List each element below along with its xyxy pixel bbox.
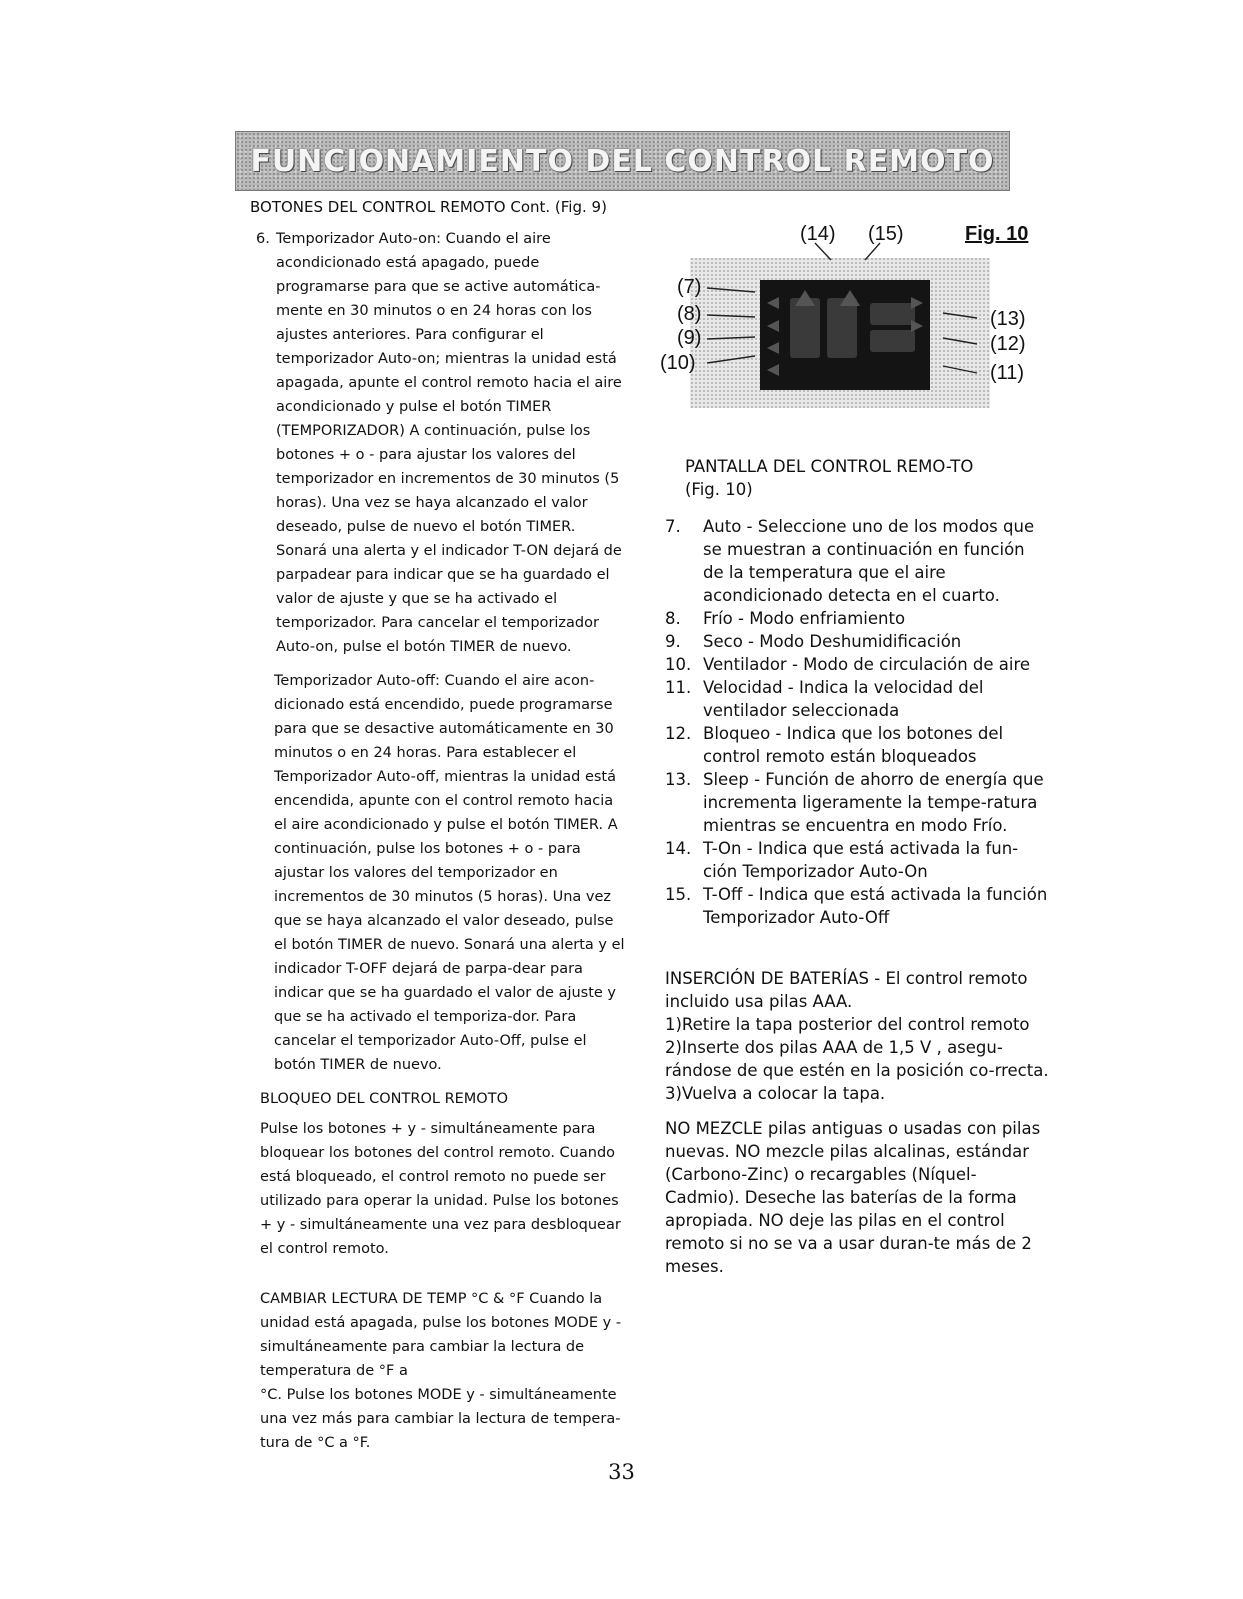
callout-13: (13) [990,308,1026,330]
section-title: BOTONES DEL CONTROL REMOTO Cont. (Fig. 9) [250,198,607,216]
item-text: Auto - Seleccione uno de los modos que se muestran a continuación en función de la temperatura que el aire acondicionado detecta en el cuarto. [703,517,1035,605]
lock-title: BLOQUEO DEL CONTROL REMOTO [260,1091,508,1107]
battery-step-2: 2)Inserte dos pilas AAA de 1,5 V , asegu-rándose de que estén en la posición co-rrecta. [665,1038,1049,1080]
item-number: 11. [665,678,692,697]
remote-display-illustration [655,218,1045,418]
item-text: Velocidad - Indica la velocidad del ventilador seleccionada [703,678,984,720]
page-number: 33 [608,1460,635,1484]
callout-9: (9) [677,327,702,349]
item-text: Seco - Modo Deshumidificación [703,632,962,651]
callout-8: (8) [677,303,702,325]
battery-step-1: 1)Retire la tapa posterior del control remoto [665,1015,1030,1034]
list-item [665,607,1050,630]
item-number: 10. [665,655,692,674]
list-item [665,676,1050,722]
item-number: 15. [665,885,692,904]
item-text: T-Off - Indica que está activada la función Temporizador Auto-Off [703,885,1048,927]
remote-display-figure [655,218,1045,418]
item-text: Ventilador - Modo de circulación de aire [703,655,1031,674]
item-number: 7. [665,517,681,536]
item-text: T-On - Indica que está activada la fun-ción Temporizador Auto-On [703,839,1019,881]
item-text: Sleep - Función de ahorro de energía que incrementa ligeramente la tempe-ratura mientras se encuentra en modo Frío. [703,770,1044,835]
page-title: FUNCIONAMIENTO DEL CONTROL REMOTO [250,143,995,179]
item-text: Temporizador Auto-on: Cuando el aire acondicionado está apagado, puede programarse para que se active automática-mente en 30 minutos o en 24 horas con los ajustes anteriores. Para configurar el temporizador Auto-on; mientras la unidad está apagada, apunte el control remoto hacia el aire acondicionado y pulse el botón TIMER (TEMPORIZADOR) A continuación, pulse los botones + o - para ajustar los valores del temporizador en incrementos de 30 minutos (5 horas). Una vez se haya alcanzado el valor deseado, pulse de nuevo el botón TIMER. Sonará una alerta y el indicador T-ON dejará de parpadear para indicar que se ha guardado el valor de ajuste y que se ha activado el temporizador. Para cancelar el temporizador Auto-on, pulse el botón TIMER de nuevo. [276,231,622,655]
item-number: 14. [665,839,692,858]
page-title-banner [235,131,1010,191]
figure-label: Fig. 10 [965,223,1029,245]
list-item [665,768,1050,837]
item-number: 13. [665,770,692,789]
battery-step-3: 3)Vuelva a colocar la tapa. [665,1084,886,1103]
list-item [665,630,1050,653]
item-text: Frío - Modo enfriamiento [703,609,906,628]
display-title: PANTALLA DEL CONTROL REMO-TO (Fig. 10) [685,457,974,499]
item-number: 6. [256,231,270,247]
autooff-paragraph: Temporizador Auto-off: Cuando el aire acon-dicionado está encendido, puede programarse para que se desactive automáticamente en 30 minutos o en 24 horas. Para establecer el Temporizador Auto-off, mientras la unidad está encendida, apunte con el control remoto hacia el aire acondicionado y pulse el botón TIMER. A continuación, pulse los botones + o - para ajustar los valores del temporizador en incrementos de 30 minutos (5 horas). Una vez que se haya alcanzado el valor deseado, pulse el botón TIMER de nuevo. Sonará una alerta y el indicador T-OFF dejará de parpa-dear para indicar que se ha guardado el valor de ajuste y que se ha activado el temporiza-dor. Para cancelar el temporizador Auto-Off, pulse el botón TIMER de nuevo. [274,673,625,1073]
callout-10: (10) [660,352,696,374]
list-item [665,722,1050,768]
battery-paragraph: INSERCIÓN DE BATERÍAS - El control remoto incluido usa pilas AAA. [665,969,1028,1011]
right-column [665,455,1050,1278]
battery-warning: NO MEZCLE pilas antiguas o usadas con pilas nuevas. NO mezcle pilas alcalinas, estándar (Carbono-Zinc) o recargables (Níquel-Cadmio). Deseche las baterías de la forma apropiada. NO deje las pilas en el control remoto si no se va a usar duran-te más de 2 meses. [665,1119,1041,1276]
list-item [665,883,1050,929]
item-number: 9. [665,632,681,651]
temp-paragraph-1: CAMBIAR LECTURA DE TEMP °C & °F Cuando la unidad está apagada, pulse los botones MODE y - simultáneamente para cambiar la lectura de temperatura de °F a [260,1291,622,1379]
left-column [250,195,630,1455]
item-number: 12. [665,724,692,743]
list-item-6 [256,227,630,659]
list-item [665,653,1050,676]
callout-7: (7) [677,276,702,298]
item-number: 8. [665,609,681,628]
temp-paragraph-2: °C. Pulse los botones MODE y - simultáneamente una vez más para cambiar la lectura de tempera-tura de °C a °F. [260,1387,621,1451]
callout-12: (12) [990,333,1026,355]
callout-11: (11) [990,362,1025,384]
lock-paragraph: Pulse los botones + y - simultáneamente para bloquear los botones del control remoto. Cuando está bloqueado, el control remoto no puede ser utilizado para operar la unidad. Pulse los botones + y - simultáneamente una vez para desbloquear el control remoto. [260,1121,621,1257]
list-item [665,515,1050,607]
callout-14: (14) [800,223,836,245]
item-text: Bloqueo - Indica que los botones del control remoto están bloqueados [703,724,1004,766]
callout-15: (15) [868,223,904,245]
list-item [665,837,1050,883]
